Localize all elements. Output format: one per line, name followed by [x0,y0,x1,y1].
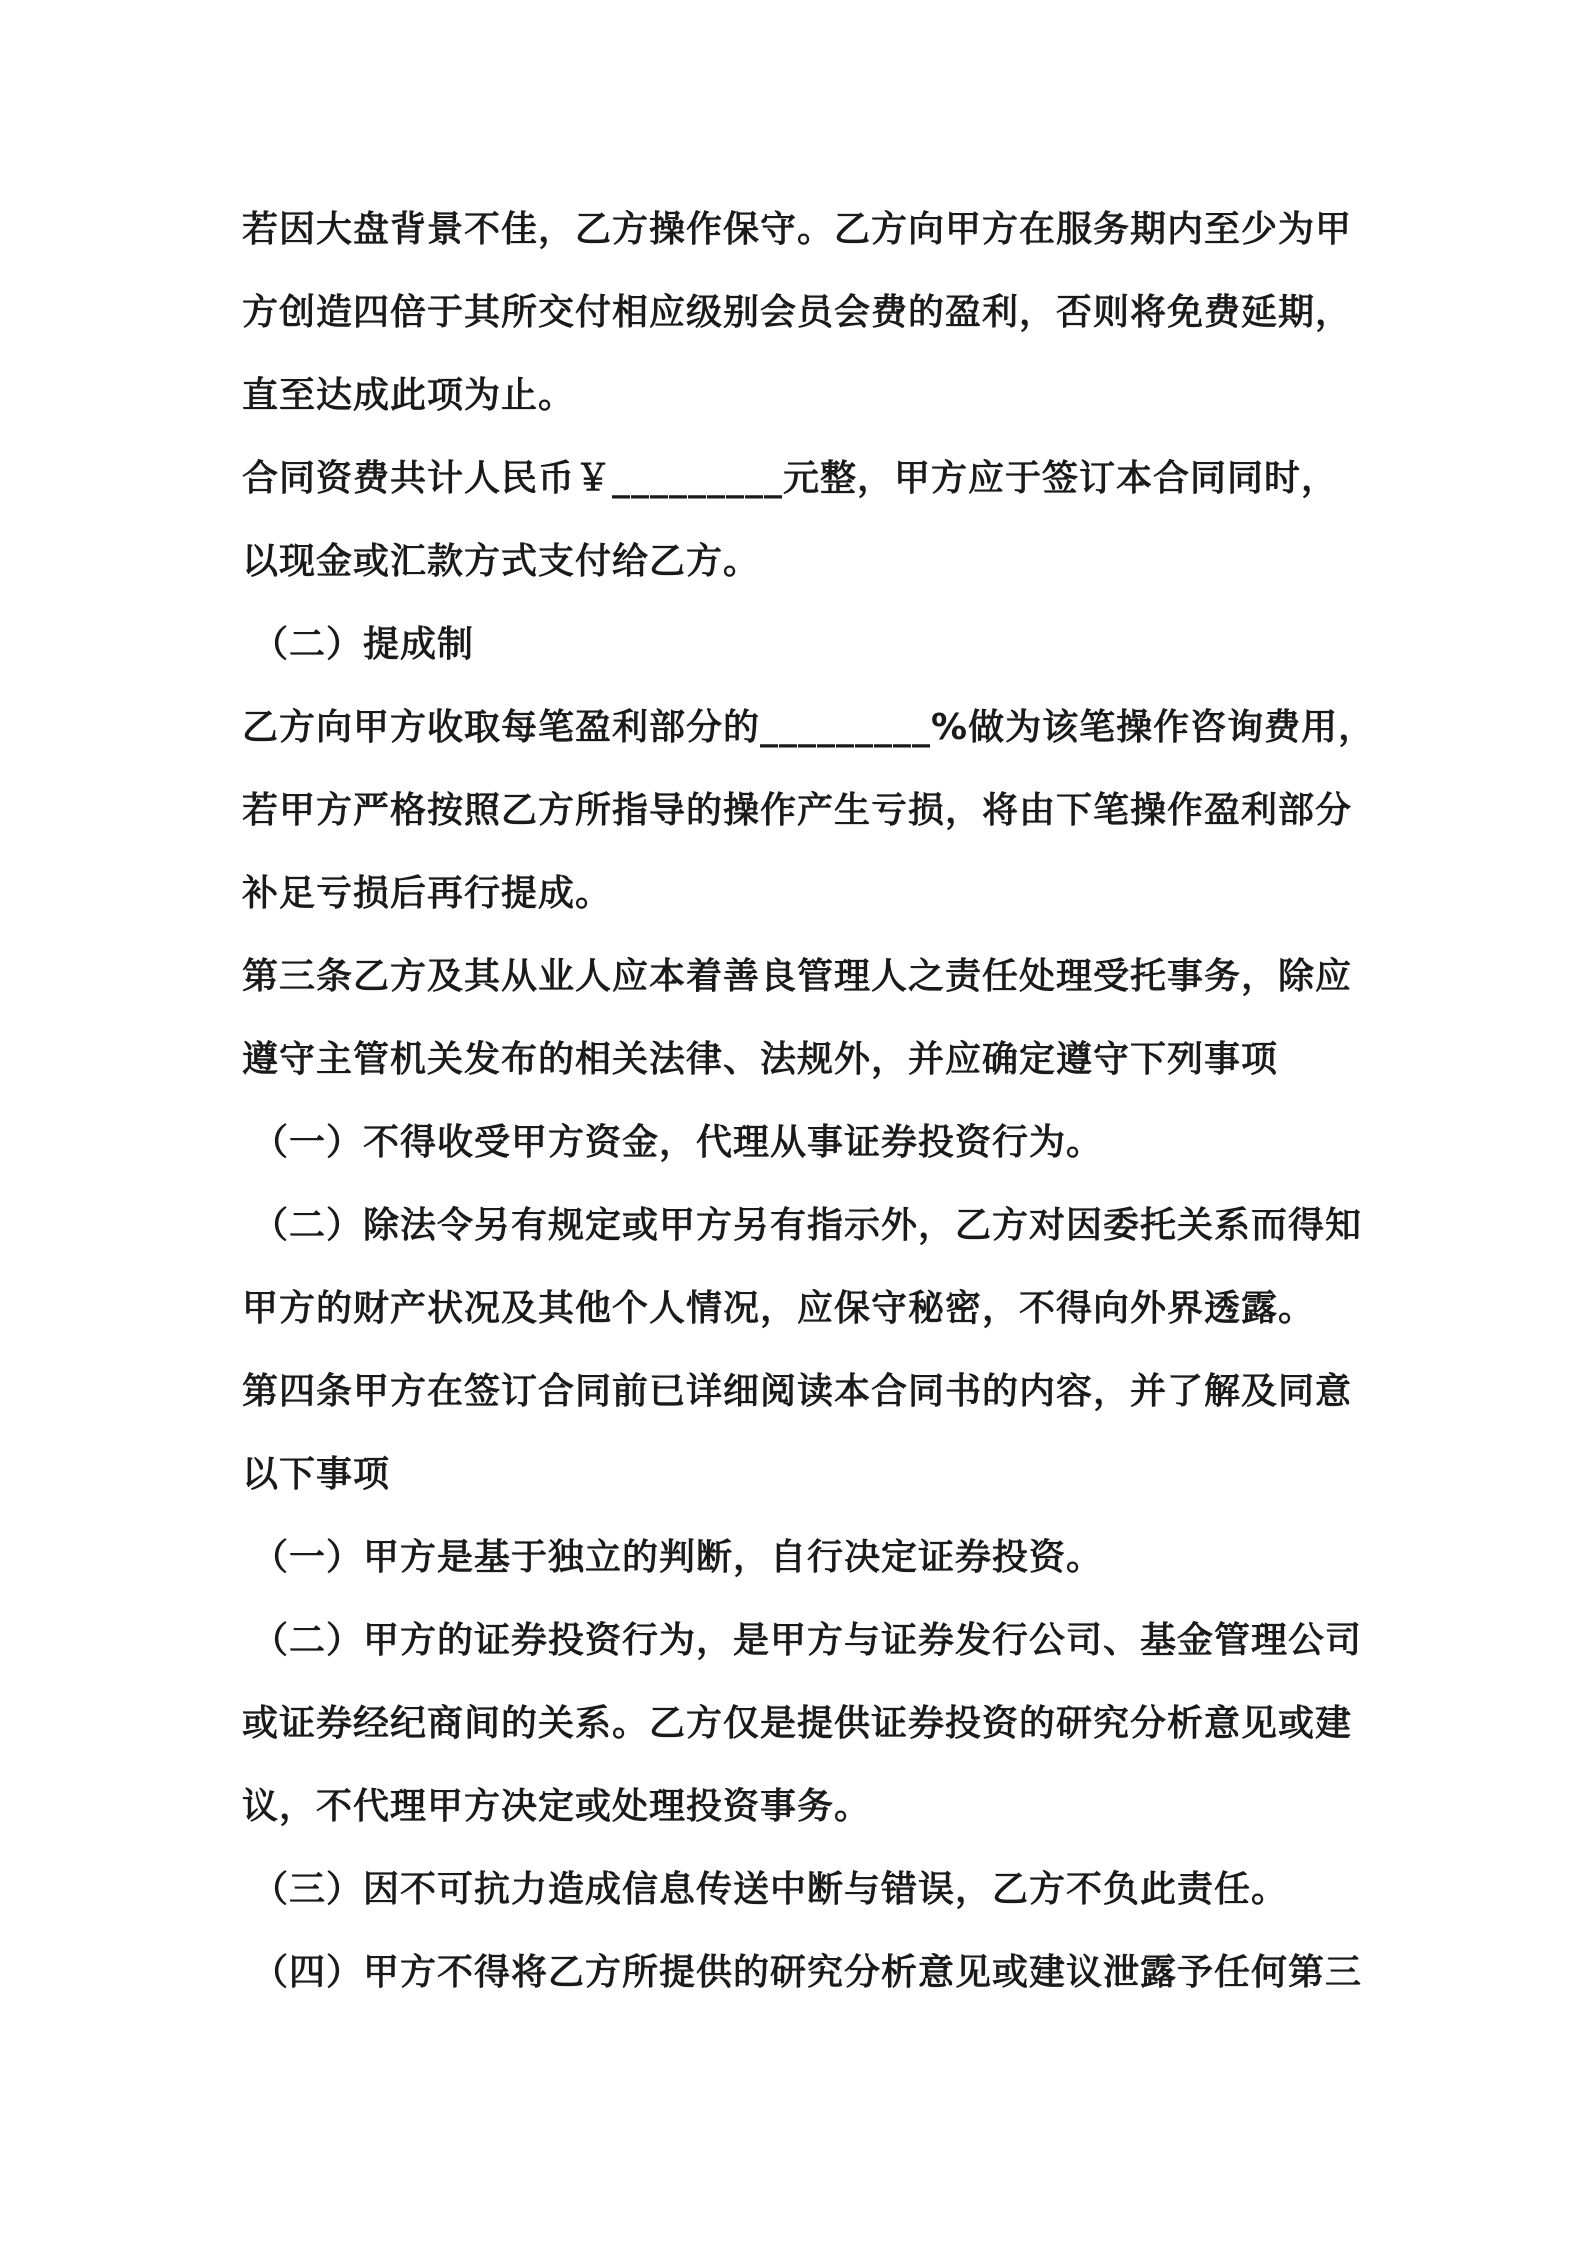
document-body [242,200,1376,2026]
text-line: 合同资费共计人民币￥_________元整，甲方应于签订本合同同时， [242,458,1339,499]
section-heading: （二）提成制 [252,624,475,665]
text-line: 方创造四倍于其所交付相应级别会员会费的盈利，否则将免费延期， [242,292,1353,333]
text-line: 甲方的财产状况及其他个人情况，应保守秘密，不得向外界透露。 [242,1288,1316,1329]
list-item: （二）甲方的证券投资行为，是甲方与证券发行公司、基金管理公司 [252,1620,1363,1661]
text-line: 遵守主管机关发布的相关法律、法规外，并应确定遵守下列事项 [242,1039,1279,1080]
list-item: （一）不得收受甲方资金，代理从事证券投资行为。 [252,1122,1104,1163]
list-item: （二）除法令另有规定或甲方另有指示外，乙方对因委托关系而得知 [252,1205,1363,1246]
list-item: （三）因不可抗力造成信息传送中断与错误，乙方不负此责任。 [252,1869,1289,1910]
text-line: 议，不代理甲方决定或处理投资事务。 [242,1786,872,1827]
text-line: 直至达成此项为止。 [242,375,576,416]
text-line: 补足亏损后再行提成。 [242,873,613,914]
text-line: 若甲方严格按照乙方所指导的操作产生亏损，将由下笔操作盈利部分 [242,790,1353,831]
text-line: 第四条甲方在签订合同前已详细阅读本合同书的内容，并了解及同意 [242,1371,1353,1412]
text-line: 若因大盘背景不佳，乙方操作保守。乙方向甲方在服务期内至少为甲 [242,209,1353,250]
text-line: 或证券经纪商间的关系。乙方仅是提供证券投资的研究分析意见或建 [242,1703,1353,1744]
text-line: 第三条乙方及其从业人应本着善良管理人之责任处理受托事务，除应 [242,956,1353,997]
text-line: 乙方向甲方收取每笔盈利部分的_________%做为该笔操作咨询费用， [242,707,1376,748]
text-line: 以现金或汇款方式支付给乙方。 [242,541,761,582]
text-line: 以下事项 [242,1454,391,1495]
list-item: （一）甲方是基于独立的判断，自行决定证券投资。 [252,1537,1104,1578]
list-item: （四）甲方不得将乙方所提供的研究分析意见或建议泄露予任何第三 [252,1952,1363,1993]
